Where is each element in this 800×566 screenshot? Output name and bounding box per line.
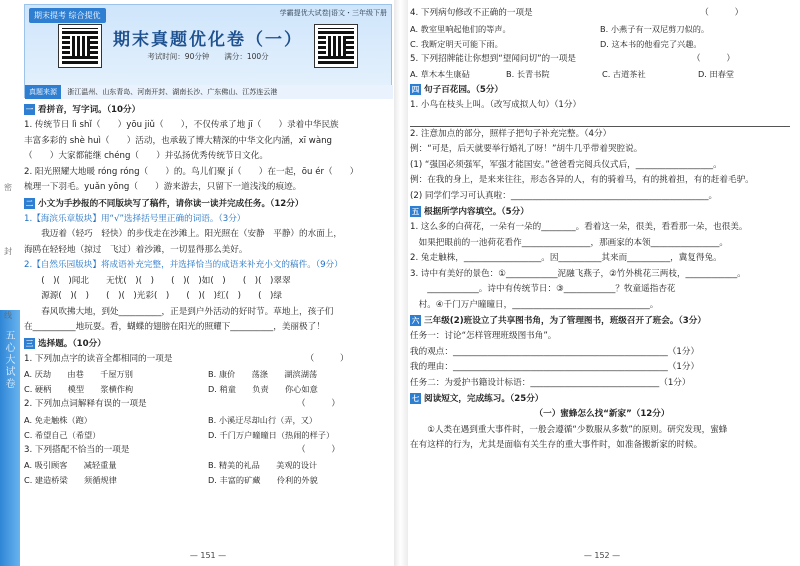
section-title: 看拼音，写字词。（10分）	[38, 105, 141, 115]
page-number-right: — 152 —	[583, 551, 621, 560]
question-line: 我的观点：__________________________________________________（1分）	[410, 346, 700, 357]
question-line: (2) 同学们学习可认真啦：______________________________________________。	[410, 190, 718, 201]
spine-label: 五心大试卷	[3, 330, 14, 390]
option-a[interactable]: A. 吸引顾客 减轻重量	[24, 460, 117, 470]
option-row	[24, 413, 392, 428]
question-line: 2. 注意加点的部分，照样子把句子补充完整。（4分）	[410, 128, 612, 139]
page-gutter	[394, 0, 408, 566]
binding-marks: 密 封 线	[4, 183, 12, 320]
option-b[interactable]: D. 丰富的矿藏 伶利的外貌	[208, 475, 318, 485]
option-b[interactable]: B. 小溪迂尽却山行（弄，又）	[208, 414, 318, 425]
option-a[interactable]: A. 免走触株（跑）	[24, 414, 92, 425]
question-line: 任务一：讨论“怎样管理班级图书角”。	[410, 331, 557, 341]
section-title: 三年级(2)班设立了共享图书角，为了管理图书，班级召开了班会。（3分）	[424, 316, 706, 326]
question-line: 1. 这么多的白荷花，一朵有一朵的________。看着这一朵，很美，看看那一朵，也很美。	[410, 222, 748, 232]
option-b[interactable]: D. 稍童 负责 你心如意	[208, 384, 318, 394]
section-heading	[410, 82, 794, 98]
right-page	[410, 4, 794, 562]
question-line: 2. 下列加点词解释有误的一项是 （ ）	[24, 399, 341, 409]
option-a[interactable]: C. 我断定明天可能下雨。	[410, 38, 503, 49]
option-a[interactable]: A. 草木本生康砧	[410, 69, 470, 79]
option-row	[410, 22, 794, 37]
question-line: 2. 阳光照耀大地暖 róng róng（ ）的。鸟儿们聚 jí（ ）在一起，ōu ér（ ）	[24, 166, 359, 177]
option-c[interactable]: C. 古道茶社	[602, 69, 646, 79]
section-heading	[410, 313, 794, 329]
option-a[interactable]: C. 硬柄 模型 浆横作枸	[24, 384, 134, 394]
question-line: 源源( )( ) ( )( )光彩( ) ( )( )红( ) ( )绿	[24, 291, 283, 301]
section-heading	[410, 204, 794, 220]
section-title: 阅读短文，完成练习。（25分）	[424, 394, 544, 404]
question-line: 2.【自然乐园版块】将成语补充完整，并选择恰当的成语来补充小文的稿件。（9分）	[24, 260, 343, 270]
left-page	[24, 4, 392, 562]
option-b[interactable]: B. 康价 荡涤 湖滨湖荡	[208, 369, 318, 379]
section-number: 三	[25, 338, 34, 348]
question-line: 2. 兔走触株，__________________。因__________其来而__________，冀复得兔。	[410, 253, 722, 263]
option-row	[24, 382, 392, 397]
question-line: 1. 下列加点字的读音全都相同的一项是 （ ）	[24, 353, 349, 364]
series-label: 学霸提优大试卷|语文・三年级下册	[279, 9, 387, 17]
section-title: 选择题。（10分）	[38, 338, 106, 349]
question-line: 例：在我的身上，是来来往往，形态各异的人，有的骑着马，有的挑着担，有的赶着毛驴。	[410, 175, 754, 185]
option-a[interactable]: C. 建造桥梁 须循规律	[24, 475, 117, 485]
section-heading	[24, 336, 392, 352]
left-content	[24, 102, 392, 488]
question-line: 春风吹拂大地，到处__________，正是到户外活动的好时节。草地上，孩子们	[24, 306, 334, 317]
question-line: ( )( )闻北 无忧( )( ) ( )( )如( ) ( )( )翠翠	[24, 275, 291, 286]
question-line: 我的理由：__________________________________________________（1分）	[410, 362, 700, 372]
answer-line[interactable]	[410, 114, 794, 127]
option-d[interactable]: D. 田春堂	[698, 69, 735, 79]
question-line: 5. 下列招牌能让你想到“望闻问切”的一项是 （ ）	[410, 53, 735, 64]
section-title: 句子百花园。（5分）	[424, 85, 504, 95]
question-line: 1.【海滨乐章版块】用“√”选择括号里正确的词语。（3分）	[24, 213, 246, 224]
section-number: 五	[411, 207, 420, 216]
question-line: 如果把眼前的一池荷花看作________________，那画家的本领________________。	[410, 237, 728, 248]
option-b[interactable]: B. 精美的礼品 美观的设计	[208, 460, 318, 470]
option-row	[24, 473, 392, 488]
section-number: 四	[411, 85, 420, 94]
option-a[interactable]: A. 厌劫 由巷 千屋万别	[24, 369, 133, 379]
right-content	[410, 6, 794, 454]
question-line: (1) “强国必须强军，军强才能国安。”爸爸看完阅兵仪式后，__________________。	[410, 159, 722, 170]
question-line: 梳理一下羽毛。yuǎn yōng（ ）游来游去，只留下一道浅浅的痕迹。	[24, 182, 302, 192]
section-number: 一	[25, 105, 34, 114]
question-line: 3. 诗中有美好的景色：①____________泥融飞燕子，②竹外桃花三两枝，____________。	[410, 268, 746, 279]
section-heading	[24, 196, 392, 212]
question-line: 3. 下列搭配不恰当的一项是 （ ）	[24, 444, 341, 455]
header-tag: 期末提考 综合提优	[29, 8, 106, 23]
option-row	[410, 67, 794, 82]
question-line: 在有这样的行为，尤其是面临有关生存的重大事件时，如准备搬新家的时候。	[410, 440, 703, 450]
passage-title: （一）蜜蜂怎么找“新家”（12分）	[534, 409, 670, 419]
source-bar	[25, 85, 393, 99]
exam-title: 期末真题优化卷（一）	[113, 30, 303, 50]
option-a[interactable]: C. 希望自己（希望）	[24, 429, 101, 440]
question-line: 1. 小鸟在枝头上叫。（改写成拟人句）（1分）	[410, 100, 582, 110]
source-badge: 真题来源	[25, 85, 61, 99]
question-line: 海鸥在轻轻地（掠过 飞过）着沙滩，一切显得那么美好。	[24, 244, 248, 255]
exam-meta: 考试时间：90分钟 满分：100分	[147, 52, 269, 61]
question-line: （ ）大家都能继 chéng（ ）并弘扬优秀传统节日文化。	[24, 151, 268, 161]
option-b[interactable]: D. 千门万户曈曈日（热闹的样子）	[208, 429, 335, 440]
question-line: 4. 下列病句修改不正确的一项是 （ ）	[410, 8, 744, 18]
question-line: 丰富多彩的 shè huì（ ）活动，也承载了博大精深的中华文化内涵，xī wàng	[24, 135, 332, 146]
section-number: 六	[411, 316, 420, 325]
page-number-left: — 151 —	[189, 551, 227, 560]
question-line: 我迈着（轻巧 轻快）的步伐走在沙滩上。阳光照在（安静 平静）的水面上，	[24, 229, 342, 239]
exam-header	[24, 4, 392, 98]
section-heading	[410, 391, 794, 407]
question-line: 1. 传统节日 lì shǐ（ ）yōu jiǔ（ ），不仅传承了地 jī（ ）录着中华民族	[24, 120, 339, 130]
question-line: 村。④千门万户曈曈日，________________________________。	[410, 299, 659, 310]
option-a[interactable]: A. 教室里响起他们的等声。	[410, 23, 511, 34]
section-title: 根据所学内容填空。（5分）	[424, 207, 529, 217]
option-b[interactable]: D. 这本书的他看完了兴趣。	[600, 38, 702, 49]
question-line: ____________。诗中有传统节日：③____________？牧童遥指杏花	[410, 284, 676, 294]
question-line: 例：“可是，后天就要举行婚礼了呀！”胡牛几乎带着哭腔说。	[410, 144, 643, 154]
section-number: 二	[25, 198, 34, 208]
option-row	[24, 458, 392, 473]
answer-blank[interactable]	[410, 114, 790, 127]
option-b[interactable]: B. 小燕子有一双尼剪刀似的。	[600, 23, 710, 34]
section-number: 七	[411, 394, 420, 403]
option-b[interactable]: B. 长青书院	[506, 69, 550, 79]
option-row	[24, 367, 392, 382]
source-text: 浙江温州、山东青岛、河南开封、湖南长沙、广东佛山、江苏连云港	[67, 88, 278, 96]
question-line: ①人类在遇到重大事件时，一般会遵循“少数服从多数”的原则。研究发现，蜜蜂	[410, 424, 728, 435]
section-title: 小文为手抄报的不同版块写了稿件，请你读一读并完成任务。（12分）	[38, 198, 304, 209]
option-row	[410, 37, 794, 52]
question-line: 在__________地玩耍。看，蝴蝶的翅膀在阳光的照耀下__________，美丽极了！	[24, 322, 325, 332]
option-row	[24, 428, 392, 443]
question-line: 任务二：为爱护书籍设计标语：______________________________（1分）	[410, 377, 691, 388]
section-heading	[24, 102, 392, 118]
